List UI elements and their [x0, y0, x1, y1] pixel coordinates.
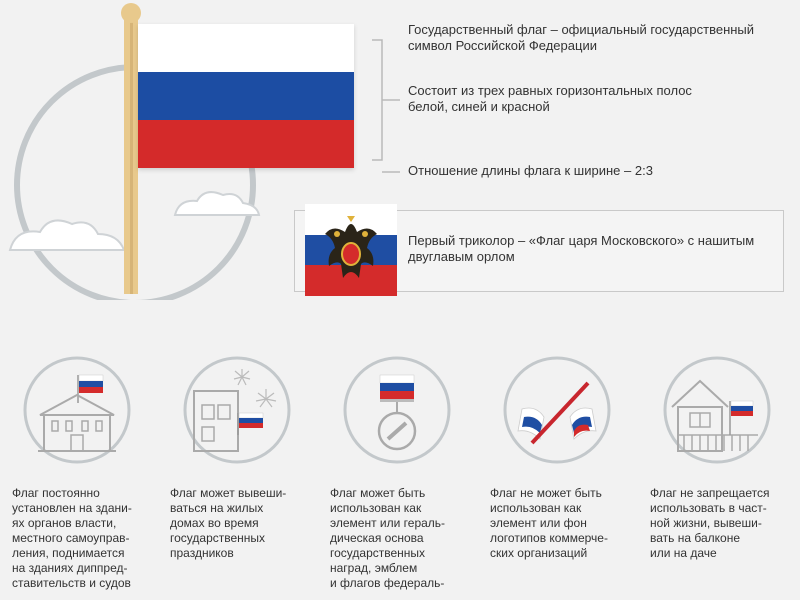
historical-flag-text: Первый триколор – «Флаг царя Московского» с нашитым двуглавым орлом: [408, 233, 755, 264]
flagpole-finial: [121, 3, 141, 23]
facts-bracket: [360, 0, 410, 190]
fact-three-stripes: Состоит из трех равных горизонтальных полос белой, синей и красной: [408, 83, 692, 114]
residential-house-fireworks-icon: [182, 355, 292, 465]
rule-text-government-buildings: Флаг постоянно установлен на здани- ях органов власти, местного самоуправ- ления, поднимается на зданиях диппред- ставительств и судов: [12, 486, 132, 590]
prohibited-logo-icon: [502, 355, 612, 465]
historical-flag: [305, 204, 397, 296]
fact-state-symbol: Государственный флаг – официальный государственный символ Российской Федерации: [408, 22, 755, 53]
rule-text-residential-holidays: Флаг может вывеши- ваться на жилых домах во время государственных праздников: [170, 486, 287, 560]
house-balcony-icon: [662, 355, 772, 465]
cloud-right-icon: [175, 192, 259, 215]
rule-text-commercial-logos: Флаг не может быть использован как элемент или фон логотипов коммерче- ских организаций: [490, 486, 608, 560]
rule-text-private-life: Флаг не запрещается использовать в част- ной жизни, вывеши- вать на балконе или на даче: [650, 486, 770, 560]
rule-text-awards-emblems: Флаг может быть использован как элемент или гераль- дическая основа государственных наград, эмблем и флагов федераль-: [330, 486, 446, 590]
medal-icon: [342, 355, 452, 465]
government-building-icon: [22, 355, 132, 465]
fact-aspect-ratio: Отношение длины флага к ширине – 2:3: [408, 163, 653, 178]
russian-flag: [138, 24, 354, 168]
